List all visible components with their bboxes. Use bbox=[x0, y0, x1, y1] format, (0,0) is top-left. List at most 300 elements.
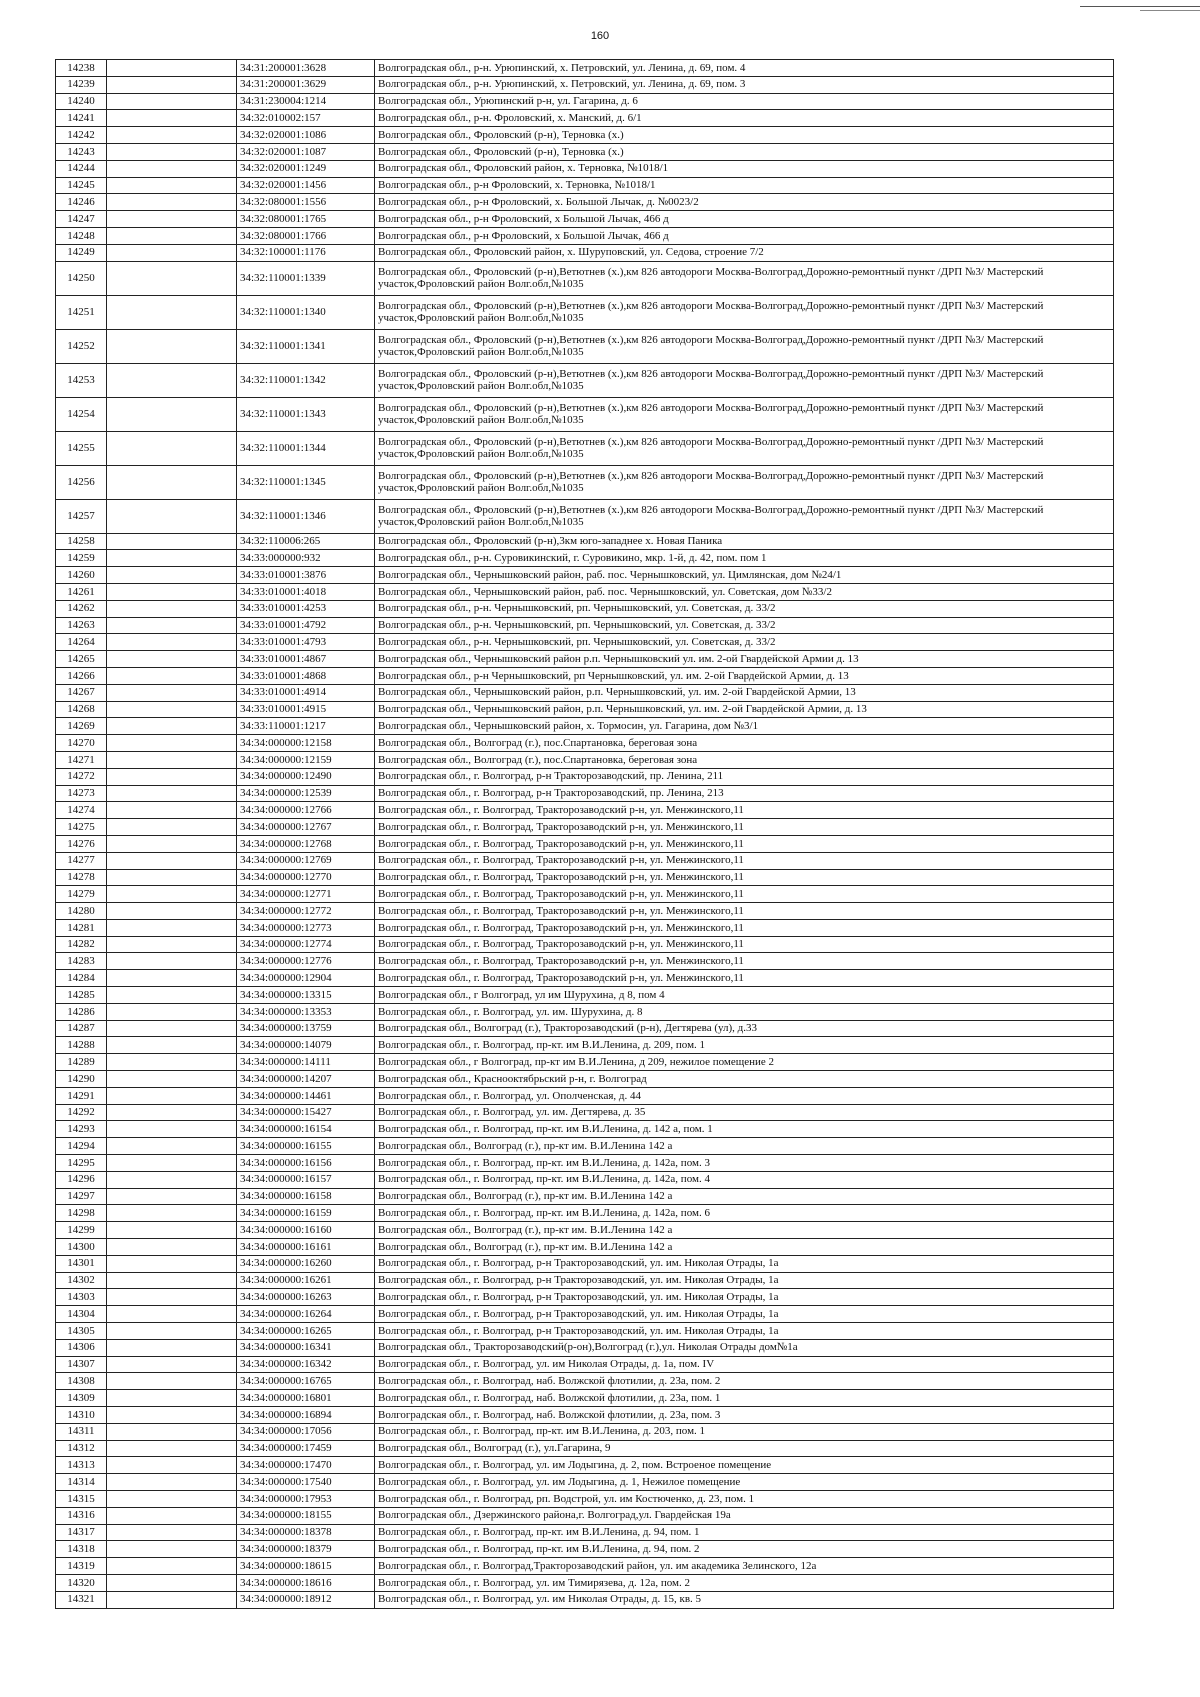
table-row bbox=[56, 1423, 1114, 1440]
cadastral-number-cell: 34:34:000000:16161 bbox=[237, 1239, 375, 1256]
table-row bbox=[56, 60, 1114, 77]
address-cell: Волгоградская обл., г. Волгоград, ул. им Николая Отрады, д. 15, кв. 5 bbox=[375, 1591, 1114, 1608]
row-number-cell: 14242 bbox=[56, 127, 107, 144]
address-cell: Волгоградская обл., г. Волгоград, Тракторозаводский р-н, ул. Менжинского,11 bbox=[375, 802, 1114, 819]
cadastral-number-cell: 34:34:000000:16263 bbox=[237, 1289, 375, 1306]
address-cell: Волгоградская обл., г. Волгоград, Тракторозаводский р-н, ул. Менжинского,11 bbox=[375, 852, 1114, 869]
address-cell: Волгоградская обл., Чернышковский район, х. Тормосин, ул. Гагарина, дом №3/1 bbox=[375, 718, 1114, 735]
address-cell: Волгоградская обл., Волгоград (г.), пр-кт им. В.И.Ленина 142 а bbox=[375, 1239, 1114, 1256]
row-blank-cell bbox=[107, 1457, 237, 1474]
table-row bbox=[56, 143, 1114, 160]
table-row bbox=[56, 617, 1114, 634]
cadastral-number-cell: 34:32:110001:1346 bbox=[237, 499, 375, 533]
address-cell: Волгоградская обл., Волгоград (г.), ул.Гагарина, 9 bbox=[375, 1440, 1114, 1457]
row-number-cell: 14300 bbox=[56, 1239, 107, 1256]
cadastral-number-cell: 34:34:000000:17056 bbox=[237, 1423, 375, 1440]
row-blank-cell bbox=[107, 953, 237, 970]
row-number-cell: 14307 bbox=[56, 1356, 107, 1373]
row-number-cell: 14305 bbox=[56, 1323, 107, 1340]
cadastral-number-cell: 34:33:010001:4915 bbox=[237, 701, 375, 718]
table-row bbox=[56, 835, 1114, 852]
table-row bbox=[56, 1339, 1114, 1356]
address-cell: Волгоградская обл., г Волгоград, ул им Шурухина, д 8, пом 4 bbox=[375, 987, 1114, 1004]
address-cell: Волгоградская обл., Фроловский (р-н),Ветютнев (х.),км 826 автодороги Москва-Волгоград,Дорожно-ремонтный пункт /ДРП №3/ Мастерский участок,Фроловский район Волг.обл,№1035 bbox=[375, 499, 1114, 533]
row-blank-cell bbox=[107, 1558, 237, 1575]
row-blank-cell bbox=[107, 1423, 237, 1440]
table-row bbox=[56, 329, 1114, 363]
table-row bbox=[56, 1255, 1114, 1272]
row-number-cell: 14315 bbox=[56, 1490, 107, 1507]
row-number-cell: 14275 bbox=[56, 819, 107, 836]
cadastral-number-cell: 34:33:010001:4868 bbox=[237, 667, 375, 684]
row-number-cell: 14316 bbox=[56, 1507, 107, 1524]
cadastral-number-cell: 34:33:000000:932 bbox=[237, 550, 375, 567]
table-row bbox=[56, 785, 1114, 802]
address-cell: Волгоградская обл., Чернышковский район, раб. пос. Чернышковский, ул. Цимлянская, дом №24/1 bbox=[375, 567, 1114, 584]
row-blank-cell bbox=[107, 1323, 237, 1340]
cadastral-number-cell: 34:34:000000:12774 bbox=[237, 936, 375, 953]
row-blank-cell bbox=[107, 465, 237, 499]
address-cell: Волгоградская обл., р-н Фроловский, х. Большой Лычак, д. №0023/2 bbox=[375, 194, 1114, 211]
cadastral-number-cell: 34:32:110001:1341 bbox=[237, 329, 375, 363]
address-cell: Волгоградская обл., Фроловский (р-н),Ветютнев (х.),км 826 автодороги Москва-Волгоград,Дорожно-ремонтный пункт /ДРП №3/ Мастерский участок,Фроловский район Волг.обл,№1035 bbox=[375, 465, 1114, 499]
cadastral-number-cell: 34:34:000000:16260 bbox=[237, 1255, 375, 1272]
table-row bbox=[56, 1390, 1114, 1407]
row-blank-cell bbox=[107, 1188, 237, 1205]
row-number-cell: 14273 bbox=[56, 785, 107, 802]
table-row bbox=[56, 1474, 1114, 1491]
address-cell: Волгоградская обл., г. Волгоград, пр-кт. им В.И.Ленина, д. 94, пом. 2 bbox=[375, 1541, 1114, 1558]
row-number-cell: 14271 bbox=[56, 751, 107, 768]
cadastral-number-cell: 34:34:000000:18615 bbox=[237, 1558, 375, 1575]
row-number-cell: 14246 bbox=[56, 194, 107, 211]
cadastral-number-cell: 34:32:110001:1340 bbox=[237, 295, 375, 329]
table-row bbox=[56, 261, 1114, 295]
cadastral-number-cell: 34:34:000000:17953 bbox=[237, 1490, 375, 1507]
table-row bbox=[56, 651, 1114, 668]
cadastral-number-cell: 34:34:000000:14079 bbox=[237, 1037, 375, 1054]
row-blank-cell bbox=[107, 1020, 237, 1037]
table-row bbox=[56, 1037, 1114, 1054]
table-row bbox=[56, 76, 1114, 93]
row-number-cell: 14320 bbox=[56, 1574, 107, 1591]
row-blank-cell bbox=[107, 667, 237, 684]
row-number-cell: 14261 bbox=[56, 583, 107, 600]
row-blank-cell bbox=[107, 211, 237, 228]
address-cell: Волгоградская обл., р-н. Чернышковский, рп. Чернышковский, ул. Советская, д. 33/2 bbox=[375, 600, 1114, 617]
table-row bbox=[56, 499, 1114, 533]
row-blank-cell bbox=[107, 1440, 237, 1457]
cadastral-number-cell: 34:34:000000:14461 bbox=[237, 1087, 375, 1104]
row-blank-cell bbox=[107, 987, 237, 1004]
row-number-cell: 14310 bbox=[56, 1407, 107, 1424]
row-blank-cell bbox=[107, 160, 237, 177]
table-row bbox=[56, 295, 1114, 329]
row-blank-cell bbox=[107, 363, 237, 397]
row-blank-cell bbox=[107, 1407, 237, 1424]
row-blank-cell bbox=[107, 785, 237, 802]
table-row bbox=[56, 936, 1114, 953]
cadastral-number-cell: 34:33:010001:4018 bbox=[237, 583, 375, 600]
cadastral-number-cell: 34:34:000000:16894 bbox=[237, 1407, 375, 1424]
address-cell: Волгоградская обл., Фроловский (р-н),Ветютнев (х.),км 826 автодороги Москва-Волгоград,Дорожно-ремонтный пункт /ДРП №3/ Мастерский участок,Фроловский район Волг.обл,№1035 bbox=[375, 261, 1114, 295]
row-number-cell: 14245 bbox=[56, 177, 107, 194]
row-number-cell: 14276 bbox=[56, 835, 107, 852]
row-blank-cell bbox=[107, 295, 237, 329]
row-blank-cell bbox=[107, 1205, 237, 1222]
cadastral-number-cell: 34:34:000000:16801 bbox=[237, 1390, 375, 1407]
row-number-cell: 14287 bbox=[56, 1020, 107, 1037]
row-number-cell: 14265 bbox=[56, 651, 107, 668]
cadastral-number-cell: 34:32:110006:265 bbox=[237, 533, 375, 550]
address-cell: Волгоградская обл., г. Волгоград, ул. им Тимирязева, д. 12а, пом. 2 bbox=[375, 1574, 1114, 1591]
row-blank-cell bbox=[107, 869, 237, 886]
row-blank-cell bbox=[107, 397, 237, 431]
row-blank-cell bbox=[107, 701, 237, 718]
row-number-cell: 14251 bbox=[56, 295, 107, 329]
cadastral-number-cell: 34:32:080001:1556 bbox=[237, 194, 375, 211]
cadastral-number-cell: 34:34:000000:12773 bbox=[237, 919, 375, 936]
table-row bbox=[56, 1457, 1114, 1474]
table-row bbox=[56, 1087, 1114, 1104]
cadastral-number-cell: 34:32:110001:1339 bbox=[237, 261, 375, 295]
row-number-cell: 14294 bbox=[56, 1138, 107, 1155]
row-number-cell: 14279 bbox=[56, 886, 107, 903]
cadastral-number-cell: 34:34:000000:18379 bbox=[237, 1541, 375, 1558]
cadastral-number-cell: 34:34:000000:17470 bbox=[237, 1457, 375, 1474]
row-number-cell: 14293 bbox=[56, 1121, 107, 1138]
row-blank-cell bbox=[107, 329, 237, 363]
row-blank-cell bbox=[107, 1574, 237, 1591]
row-blank-cell bbox=[107, 1171, 237, 1188]
cadastral-number-cell: 34:33:010001:4914 bbox=[237, 684, 375, 701]
cadastral-number-cell: 34:34:000000:16265 bbox=[237, 1323, 375, 1340]
row-number-cell: 14277 bbox=[56, 852, 107, 869]
table-row bbox=[56, 1541, 1114, 1558]
row-blank-cell bbox=[107, 1490, 237, 1507]
address-cell: Волгоградская обл., Чернышковский район, раб. пос. Чернышковский, ул. Советская, дом №33/2 bbox=[375, 583, 1114, 600]
row-number-cell: 14240 bbox=[56, 93, 107, 110]
table-row bbox=[56, 127, 1114, 144]
row-number-cell: 14311 bbox=[56, 1423, 107, 1440]
cadastral-number-cell: 34:34:000000:12159 bbox=[237, 751, 375, 768]
table-row bbox=[56, 1054, 1114, 1071]
row-number-cell: 14243 bbox=[56, 143, 107, 160]
address-cell: Волгоградская обл., Дзержинского района,г. Волгоград,ул. Гвардейская 19а bbox=[375, 1507, 1114, 1524]
address-cell: Волгоградская обл., г. Волгоград, Тракторозаводский р-н, ул. Менжинского,11 bbox=[375, 819, 1114, 836]
cadastral-number-cell: 34:33:010001:4792 bbox=[237, 617, 375, 634]
address-cell: Волгоградская обл., р-н Фроловский, х Большой Лычак, 466 д bbox=[375, 211, 1114, 228]
row-number-cell: 14253 bbox=[56, 363, 107, 397]
table-row bbox=[56, 634, 1114, 651]
corner-rule bbox=[1080, 6, 1200, 7]
row-blank-cell bbox=[107, 970, 237, 987]
table-row bbox=[56, 363, 1114, 397]
address-cell: Волгоградская обл., г. Волгоград,Тракторозаводский район, ул. им академика Зелинского, 12а bbox=[375, 1558, 1114, 1575]
row-number-cell: 14272 bbox=[56, 768, 107, 785]
row-blank-cell bbox=[107, 93, 237, 110]
row-number-cell: 14295 bbox=[56, 1155, 107, 1172]
row-number-cell: 14264 bbox=[56, 634, 107, 651]
address-cell: Волгоградская обл., Волгоград (г.), пр-кт им. В.И.Ленина 142 а bbox=[375, 1138, 1114, 1155]
table-row bbox=[56, 667, 1114, 684]
address-cell: Волгоградская обл., г. Волгоград, пр-кт. им В.И.Ленина, д. 209, пом. 1 bbox=[375, 1037, 1114, 1054]
row-blank-cell bbox=[107, 936, 237, 953]
address-cell: Волгоградская обл., г. Волгоград, ул. им. Шурухина, д. 8 bbox=[375, 1003, 1114, 1020]
address-cell: Волгоградская обл., г. Волгоград, Тракторозаводский р-н, ул. Менжинского,11 bbox=[375, 970, 1114, 987]
table-row bbox=[56, 1188, 1114, 1205]
table-row bbox=[56, 684, 1114, 701]
table-row bbox=[56, 1507, 1114, 1524]
table-row bbox=[56, 852, 1114, 869]
row-number-cell: 14309 bbox=[56, 1390, 107, 1407]
row-blank-cell bbox=[107, 1507, 237, 1524]
row-number-cell: 14249 bbox=[56, 244, 107, 261]
table-row bbox=[56, 110, 1114, 127]
row-blank-cell bbox=[107, 244, 237, 261]
cadastral-number-cell: 34:34:000000:18378 bbox=[237, 1524, 375, 1541]
cadastral-number-cell: 34:34:000000:16160 bbox=[237, 1222, 375, 1239]
address-cell: Волгоградская обл., р-н. Урюпинский, х. Петровский, ул. Ленина, д. 69, пом. 4 bbox=[375, 60, 1114, 77]
table-row bbox=[56, 583, 1114, 600]
row-number-cell: 14299 bbox=[56, 1222, 107, 1239]
row-blank-cell bbox=[107, 1474, 237, 1491]
row-blank-cell bbox=[107, 819, 237, 836]
table-row bbox=[56, 751, 1114, 768]
address-cell: Волгоградская обл., г. Волгоград, Тракторозаводский р-н, ул. Менжинского,11 bbox=[375, 886, 1114, 903]
address-cell: Волгоградская обл., Фроловский (р-н),Ветютнев (х.),км 826 автодороги Москва-Волгоград,Дорожно-ремонтный пункт /ДРП №3/ Мастерский участок,Фроловский район Волг.обл,№1035 bbox=[375, 397, 1114, 431]
row-number-cell: 14296 bbox=[56, 1171, 107, 1188]
row-blank-cell bbox=[107, 768, 237, 785]
row-number-cell: 14252 bbox=[56, 329, 107, 363]
table-row bbox=[56, 431, 1114, 465]
row-blank-cell bbox=[107, 1087, 237, 1104]
corner-rule-short bbox=[1140, 10, 1200, 11]
row-number-cell: 14313 bbox=[56, 1457, 107, 1474]
row-number-cell: 14266 bbox=[56, 667, 107, 684]
cadastral-number-cell: 34:33:010001:4793 bbox=[237, 634, 375, 651]
address-cell: Волгоградская обл., Фроловский (р-н),Ветютнев (х.),км 826 автодороги Москва-Волгоград,Дорожно-ремонтный пункт /ДРП №3/ Мастерский участок,Фроловский район Волг.обл,№1035 bbox=[375, 363, 1114, 397]
cadastral-number-cell: 34:34:000000:16156 bbox=[237, 1155, 375, 1172]
registry-body bbox=[56, 60, 1114, 1609]
row-number-cell: 14288 bbox=[56, 1037, 107, 1054]
address-cell: Волгоградская обл., р-н. Урюпинский, х. Петровский, ул. Ленина, д. 69, пом. 3 bbox=[375, 76, 1114, 93]
cadastral-number-cell: 34:34:000000:13353 bbox=[237, 1003, 375, 1020]
address-cell: Волгоградская обл., Волгоград (г.), Тракторозаводский (р-н), Дегтярева (ул), д.33 bbox=[375, 1020, 1114, 1037]
address-cell: Волгоградская обл., Фроловский район, х. Терновка, №1018/1 bbox=[375, 160, 1114, 177]
address-cell: Волгоградская обл., р-н Чернышковский, рп Чернышковский, ул. им. 2-ой Гвардейской Армии, д. 13 bbox=[375, 667, 1114, 684]
address-cell: Волгоградская обл., Чернышковский район, р.п. Чернышковский, ул. им. 2-ой Гвардейской Армии, д. 13 bbox=[375, 701, 1114, 718]
table-row bbox=[56, 465, 1114, 499]
row-number-cell: 14244 bbox=[56, 160, 107, 177]
table-row bbox=[56, 970, 1114, 987]
row-number-cell: 14308 bbox=[56, 1373, 107, 1390]
row-number-cell: 14290 bbox=[56, 1071, 107, 1088]
address-cell: Волгоградская обл., г. Волгоград, пр-кт. им В.И.Ленина, д. 142а, пом. 3 bbox=[375, 1155, 1114, 1172]
table-row bbox=[56, 160, 1114, 177]
row-number-cell: 14303 bbox=[56, 1289, 107, 1306]
row-blank-cell bbox=[107, 835, 237, 852]
row-blank-cell bbox=[107, 1541, 237, 1558]
row-number-cell: 14260 bbox=[56, 567, 107, 584]
address-cell: Волгоградская обл., р-н. Фроловский, х. Манский, д. 6/1 bbox=[375, 110, 1114, 127]
cadastral-number-cell: 34:32:020001:1086 bbox=[237, 127, 375, 144]
cadastral-number-cell: 34:34:000000:14111 bbox=[237, 1054, 375, 1071]
row-blank-cell bbox=[107, 1390, 237, 1407]
table-row bbox=[56, 1591, 1114, 1608]
address-cell: Волгоградская обл., Фроловский (р-н),Ветютнев (х.),км 826 автодороги Москва-Волгоград,Дорожно-ремонтный пункт /ДРП №3/ Мастерский участок,Фроловский район Волг.обл,№1035 bbox=[375, 329, 1114, 363]
cadastral-number-cell: 34:34:000000:14207 bbox=[237, 1071, 375, 1088]
table-row bbox=[56, 1205, 1114, 1222]
row-blank-cell bbox=[107, 194, 237, 211]
address-cell: Волгоградская обл., г. Волгоград, ул. им Лодыгина, д. 1, Нежилое помещение bbox=[375, 1474, 1114, 1491]
table-row bbox=[56, 735, 1114, 752]
row-number-cell: 14259 bbox=[56, 550, 107, 567]
address-cell: Волгоградская обл., Волгоград (г.), пос.Спартановка, береговая зона bbox=[375, 735, 1114, 752]
row-blank-cell bbox=[107, 261, 237, 295]
address-cell: Волгоградская обл., р-н Фроловский, х. Терновка, №1018/1 bbox=[375, 177, 1114, 194]
table-row bbox=[56, 244, 1114, 261]
row-blank-cell bbox=[107, 1524, 237, 1541]
row-number-cell: 14283 bbox=[56, 953, 107, 970]
row-number-cell: 14274 bbox=[56, 802, 107, 819]
cadastral-number-cell: 34:34:000000:17459 bbox=[237, 1440, 375, 1457]
cadastral-number-cell: 34:34:000000:12768 bbox=[237, 835, 375, 852]
row-blank-cell bbox=[107, 903, 237, 920]
cadastral-number-cell: 34:34:000000:12770 bbox=[237, 869, 375, 886]
address-cell: Волгоградская обл., г. Волгоград, р-н Тракторозаводский, ул. им. Николая Отрады, 1а bbox=[375, 1323, 1114, 1340]
page-number: 160 bbox=[590, 30, 610, 42]
row-number-cell: 14306 bbox=[56, 1339, 107, 1356]
cadastral-number-cell: 34:33:110001:1217 bbox=[237, 718, 375, 735]
row-blank-cell bbox=[107, 533, 237, 550]
cadastral-number-cell: 34:32:110001:1344 bbox=[237, 431, 375, 465]
address-cell: Волгоградская обл., Волгоград (г.), пр-кт им. В.И.Ленина 142 а bbox=[375, 1188, 1114, 1205]
cadastral-number-cell: 34:32:110001:1345 bbox=[237, 465, 375, 499]
row-blank-cell bbox=[107, 1003, 237, 1020]
address-cell: Волгоградская обл., Фроловский (р-н), Терновка (х.) bbox=[375, 127, 1114, 144]
row-number-cell: 14267 bbox=[56, 684, 107, 701]
address-cell: Волгоградская обл., г. Волгоград, Тракторозаводский р-н, ул. Менжинского,11 bbox=[375, 936, 1114, 953]
cadastral-number-cell: 34:34:000000:12771 bbox=[237, 886, 375, 903]
row-blank-cell bbox=[107, 1289, 237, 1306]
row-number-cell: 14289 bbox=[56, 1054, 107, 1071]
address-cell: Волгоградская обл., р-н. Чернышковский, рп. Чернышковский, ул. Советская, д. 33/2 bbox=[375, 617, 1114, 634]
address-cell: Волгоградская обл., р-н. Чернышковский, рп. Чернышковский, ул. Советская, д. 33/2 bbox=[375, 634, 1114, 651]
address-cell: Волгоградская обл., Фроловский (р-н), Терновка (х.) bbox=[375, 143, 1114, 160]
row-number-cell: 14292 bbox=[56, 1104, 107, 1121]
table-row bbox=[56, 533, 1114, 550]
table-row bbox=[56, 1071, 1114, 1088]
row-blank-cell bbox=[107, 1306, 237, 1323]
cadastral-number-cell: 34:31:200001:3628 bbox=[237, 60, 375, 77]
row-blank-cell bbox=[107, 1339, 237, 1356]
table-row bbox=[56, 1407, 1114, 1424]
cadastral-number-cell: 34:34:000000:17540 bbox=[237, 1474, 375, 1491]
cadastral-number-cell: 34:34:000000:16157 bbox=[237, 1171, 375, 1188]
cadastral-number-cell: 34:34:000000:16158 bbox=[237, 1188, 375, 1205]
cadastral-number-cell: 34:34:000000:16159 bbox=[237, 1205, 375, 1222]
table-row bbox=[56, 1356, 1114, 1373]
row-blank-cell bbox=[107, 684, 237, 701]
table-row bbox=[56, 1574, 1114, 1591]
address-cell: Волгоградская обл., г. Волгоград, р-н Тракторозаводский, пр. Ленина, 213 bbox=[375, 785, 1114, 802]
address-cell: Волгоградская обл., г. Волгоград, Тракторозаводский р-н, ул. Менжинского,11 bbox=[375, 835, 1114, 852]
row-blank-cell bbox=[107, 600, 237, 617]
cadastral-number-cell: 34:32:100001:1176 bbox=[237, 244, 375, 261]
address-cell: Волгоградская обл., г. Волгоград, Тракторозаводский р-н, ул. Менжинского,11 bbox=[375, 869, 1114, 886]
table-row bbox=[56, 1306, 1114, 1323]
row-blank-cell bbox=[107, 227, 237, 244]
cadastral-number-cell: 34:33:010001:3876 bbox=[237, 567, 375, 584]
table-row bbox=[56, 1440, 1114, 1457]
row-blank-cell bbox=[107, 651, 237, 668]
table-row bbox=[56, 1171, 1114, 1188]
table-row bbox=[56, 953, 1114, 970]
row-number-cell: 14301 bbox=[56, 1255, 107, 1272]
row-blank-cell bbox=[107, 886, 237, 903]
row-blank-cell bbox=[107, 1155, 237, 1172]
cadastral-number-cell: 34:34:000000:18155 bbox=[237, 1507, 375, 1524]
cadastral-number-cell: 34:34:000000:16342 bbox=[237, 1356, 375, 1373]
row-number-cell: 14248 bbox=[56, 227, 107, 244]
row-blank-cell bbox=[107, 919, 237, 936]
address-cell: Волгоградская обл., г. Волгоград, р-н Тракторозаводский, ул. им. Николая Отрады, 1а bbox=[375, 1306, 1114, 1323]
row-blank-cell bbox=[107, 567, 237, 584]
table-row bbox=[56, 600, 1114, 617]
cadastral-number-cell: 34:34:000000:12776 bbox=[237, 953, 375, 970]
row-blank-cell bbox=[107, 634, 237, 651]
row-number-cell: 14257 bbox=[56, 499, 107, 533]
row-number-cell: 14241 bbox=[56, 110, 107, 127]
row-blank-cell bbox=[107, 1037, 237, 1054]
cadastral-number-cell: 34:33:010001:4867 bbox=[237, 651, 375, 668]
address-cell: Волгоградская обл., г. Волгоград, пр-кт. им В.И.Ленина, д. 203, пом. 1 bbox=[375, 1423, 1114, 1440]
table-row bbox=[56, 93, 1114, 110]
row-blank-cell bbox=[107, 751, 237, 768]
address-cell: Волгоградская обл., г. Волгоград, пр-кт. им В.И.Ленина, д. 142а, пом. 4 bbox=[375, 1171, 1114, 1188]
cadastral-number-cell: 34:32:110001:1343 bbox=[237, 397, 375, 431]
cadastral-number-cell: 34:34:000000:16341 bbox=[237, 1339, 375, 1356]
table-row bbox=[56, 1490, 1114, 1507]
address-cell: Волгоградская обл., г. Волгоград, Тракторозаводский р-н, ул. Менжинского,11 bbox=[375, 919, 1114, 936]
table-row bbox=[56, 1104, 1114, 1121]
row-number-cell: 14270 bbox=[56, 735, 107, 752]
cadastral-number-cell: 34:32:080001:1765 bbox=[237, 211, 375, 228]
row-number-cell: 14254 bbox=[56, 397, 107, 431]
row-number-cell: 14280 bbox=[56, 903, 107, 920]
table-row bbox=[56, 1239, 1114, 1256]
row-number-cell: 14263 bbox=[56, 617, 107, 634]
row-number-cell: 14284 bbox=[56, 970, 107, 987]
cadastral-number-cell: 34:34:000000:16261 bbox=[237, 1272, 375, 1289]
address-cell: Волгоградская обл., Тракторозаводский(р-он),Волгоград (г.),ул. Николая Отрады дом№1а bbox=[375, 1339, 1114, 1356]
cadastral-number-cell: 34:32:020001:1087 bbox=[237, 143, 375, 160]
address-cell: Волгоградская обл., г. Волгоград, ул. им Лодыгина, д. 2, пом. Встроеное помещение bbox=[375, 1457, 1114, 1474]
table-row bbox=[56, 768, 1114, 785]
address-cell: Волгоградская обл., г. Волгоград, р-н Тракторозаводский, пр. Ленина, 211 bbox=[375, 768, 1114, 785]
cadastral-number-cell: 34:32:020001:1249 bbox=[237, 160, 375, 177]
row-blank-cell bbox=[107, 1356, 237, 1373]
row-number-cell: 14291 bbox=[56, 1087, 107, 1104]
row-number-cell: 14247 bbox=[56, 211, 107, 228]
table-row bbox=[56, 1155, 1114, 1172]
table-row bbox=[56, 1558, 1114, 1575]
address-cell: Волгоградская обл., Краснооктябрьский р-н, г. Волгоград bbox=[375, 1071, 1114, 1088]
row-number-cell: 14304 bbox=[56, 1306, 107, 1323]
address-cell: Волгоградская обл., г. Волгоград, р-н Тракторозаводский, ул. им. Николая Отрады, 1а bbox=[375, 1272, 1114, 1289]
table-row bbox=[56, 1003, 1114, 1020]
